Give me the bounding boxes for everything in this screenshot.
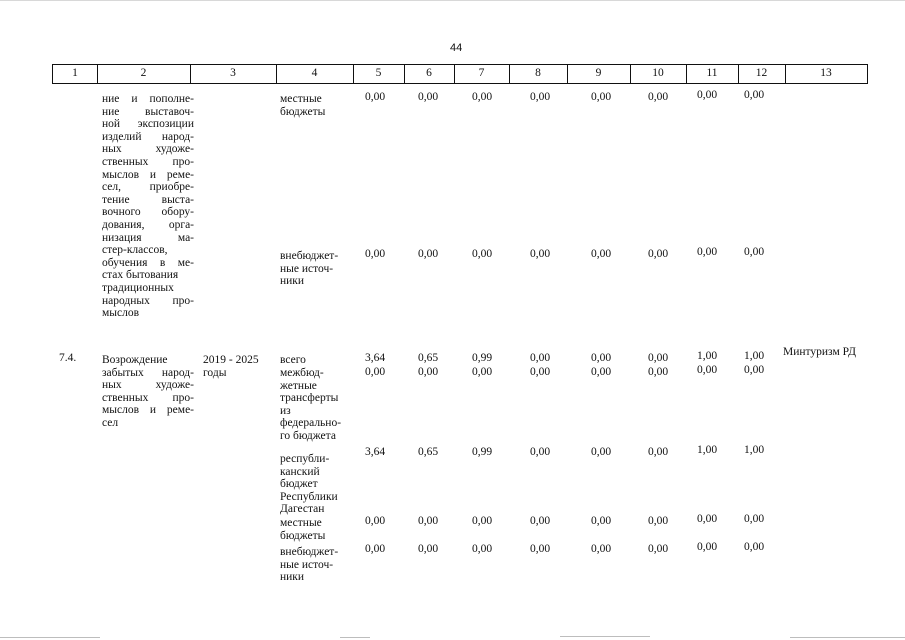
row-title-line: сел xyxy=(102,417,119,429)
scan-edge-top xyxy=(0,0,905,1)
source-label-line: бюджеты xyxy=(280,529,326,542)
header-cell: 3 xyxy=(230,67,236,79)
value-cell: 0,00 xyxy=(364,515,386,527)
header-cell: 7 xyxy=(478,67,485,79)
value-cell: 1,00 xyxy=(696,350,718,362)
value-cell: 0,00 xyxy=(471,248,493,260)
previous-row-text-line: мыслов и реме- xyxy=(102,168,194,181)
scan-edge-bottom xyxy=(0,637,100,638)
value-cell: 0,00 xyxy=(364,248,386,260)
source-label-line: жетные xyxy=(280,379,317,392)
row-title-line: Возрождение xyxy=(102,354,168,366)
value-cell: 0,00 xyxy=(590,91,612,103)
value-cell: 0,00 xyxy=(647,352,669,364)
value-cell: 0,00 xyxy=(647,446,669,458)
value-cell: 0,00 xyxy=(417,248,439,260)
page-number: 44 xyxy=(450,42,463,54)
value-cell: 0,00 xyxy=(529,248,551,260)
header-cell: 1 xyxy=(72,67,78,79)
value-cell: 0,00 xyxy=(471,543,493,555)
header-cell: 2 xyxy=(140,67,147,79)
value-cell: 0,00 xyxy=(364,366,386,378)
previous-row-text-line: вочного обору- xyxy=(102,206,194,219)
value-cell: 0,00 xyxy=(529,543,551,555)
value-cell: 0,00 xyxy=(417,515,439,527)
value-cell: 0,00 xyxy=(647,91,669,103)
header-cell: 12 xyxy=(755,67,768,79)
value-cell: 0,00 xyxy=(590,446,612,458)
source-label-line: республи- xyxy=(280,453,330,465)
row-period-line: годы xyxy=(203,366,227,379)
row-number: 7.4. xyxy=(59,352,77,364)
value-cell: 3,64 xyxy=(364,446,386,458)
value-cell: 0,00 xyxy=(529,91,551,103)
table-header-row xyxy=(52,64,868,84)
value-cell: 0,00 xyxy=(743,246,765,258)
value-cell: 0,00 xyxy=(471,366,493,378)
row-title-line: ных художе- xyxy=(102,379,194,392)
header-cell: 10 xyxy=(652,67,664,79)
value-cell: 0,00 xyxy=(696,89,718,101)
value-cell: 0,00 xyxy=(743,89,765,101)
previous-row-text-line: обучения в ме- xyxy=(102,256,194,269)
value-cell: 0,00 xyxy=(471,91,493,103)
header-cell: 5 xyxy=(375,67,382,79)
value-cell: 0,99 xyxy=(471,352,493,364)
row-title-line: ственных про- xyxy=(102,391,194,404)
source-label-line: трансферты xyxy=(280,392,339,405)
source-label-line: ники xyxy=(280,275,305,288)
source-label-line: ные источ- xyxy=(280,558,334,571)
scan-edge-bottom xyxy=(340,637,370,638)
value-cell: 0,00 xyxy=(696,364,718,376)
value-cell: 0,00 xyxy=(743,513,765,525)
previous-row-text-line: стах бытования xyxy=(102,269,179,282)
value-cell: 0,65 xyxy=(417,352,439,364)
value-cell: 1,00 xyxy=(743,350,765,362)
value-cell: 0,00 xyxy=(743,364,765,376)
previous-row-text-line: ственных про- xyxy=(102,156,194,168)
value-cell: 0,00 xyxy=(647,248,669,260)
scan-edge-bottom xyxy=(790,637,905,638)
header-cell: 6 xyxy=(426,67,432,79)
previous-row-text-line: народных про- xyxy=(102,294,194,307)
previous-row-text-line: ние и пополне- xyxy=(102,93,194,105)
header-cell: 11 xyxy=(706,67,718,79)
previous-row-text-line: дования, орга- xyxy=(102,219,194,231)
value-cell: 0,00 xyxy=(696,513,718,525)
value-cell: 0,00 xyxy=(364,91,386,103)
previous-row-text-line: ной экспозиции xyxy=(102,118,194,131)
previous-row-text-line: ных художе- xyxy=(102,143,194,156)
source-label-line: бюджет xyxy=(280,478,318,491)
value-cell: 0,00 xyxy=(590,352,612,364)
value-cell: 3,64 xyxy=(364,352,386,364)
scan-edge-bottom xyxy=(560,636,650,637)
value-cell: 0,00 xyxy=(529,352,551,364)
source-label-line: ники xyxy=(280,571,305,584)
value-cell: 0,00 xyxy=(364,543,386,555)
source-label-line: межбюд- xyxy=(280,367,324,379)
previous-row-text-line: ние выставоч- xyxy=(102,105,194,118)
source-label-line: из xyxy=(280,404,291,417)
row-title-line: забытых народ- xyxy=(102,366,194,379)
value-cell: 0,00 xyxy=(529,446,551,458)
source-label-line: бюджеты xyxy=(280,105,326,118)
header-cell: 9 xyxy=(595,67,602,79)
header-cell: 4 xyxy=(311,67,318,79)
source-label-line: внебюджет- xyxy=(280,546,339,558)
previous-row-text-line: мыслов xyxy=(102,307,140,320)
value-cell: 0,99 xyxy=(471,446,493,458)
value-cell: 0,00 xyxy=(647,515,669,527)
value-cell: 0,00 xyxy=(590,515,612,527)
previous-row-text-line: низация ма- xyxy=(102,231,194,244)
value-cell: 0,00 xyxy=(743,541,765,553)
value-cell: 0,00 xyxy=(417,366,439,378)
source-label-line: ные источ- xyxy=(280,262,334,275)
source-label-line: всего xyxy=(280,354,306,366)
value-cell: 0,00 xyxy=(590,248,612,260)
value-cell: 0,00 xyxy=(529,366,551,378)
value-cell: 0,00 xyxy=(696,246,718,258)
header-cell: 8 xyxy=(535,67,541,79)
source-label-line: федерально- xyxy=(280,417,342,430)
source-label-line: местные xyxy=(280,517,322,529)
previous-row-text-line: изделий народ- xyxy=(102,130,194,143)
source-label-line: внебюджет- xyxy=(280,250,339,262)
row-period-line: 2019 - 2025 xyxy=(203,354,259,366)
source-label-line: го бюджета xyxy=(280,430,336,442)
value-cell: 0,00 xyxy=(590,366,612,378)
value-cell: 1,00 xyxy=(696,444,718,456)
value-cell: 0,00 xyxy=(417,543,439,555)
previous-row-text-line: сел, приобре- xyxy=(102,181,194,194)
previous-row-text-line: традиционных xyxy=(102,282,174,294)
value-cell: 0,00 xyxy=(417,91,439,103)
source-label-line: Республики xyxy=(280,490,338,503)
row-title-line: мыслов и реме- xyxy=(102,404,194,417)
header-cell: 13 xyxy=(820,67,832,79)
value-cell: 0,65 xyxy=(417,446,439,458)
executor: Минтуризм РД xyxy=(783,346,856,358)
value-cell: 0,00 xyxy=(696,541,718,553)
source-label-line: канский xyxy=(280,465,320,478)
value-cell: 0,00 xyxy=(529,515,551,527)
value-cell: 0,00 xyxy=(590,543,612,555)
source-label-line: местные xyxy=(280,93,322,105)
value-cell: 0,00 xyxy=(647,366,669,378)
previous-row-text-line: тение выста- xyxy=(102,193,194,206)
previous-row-text-line: стер-классов, xyxy=(102,244,168,257)
value-cell: 0,00 xyxy=(647,543,669,555)
value-cell: 0,00 xyxy=(471,515,493,527)
source-label-line: Дагестан xyxy=(280,503,325,516)
value-cell: 1,00 xyxy=(743,444,765,456)
